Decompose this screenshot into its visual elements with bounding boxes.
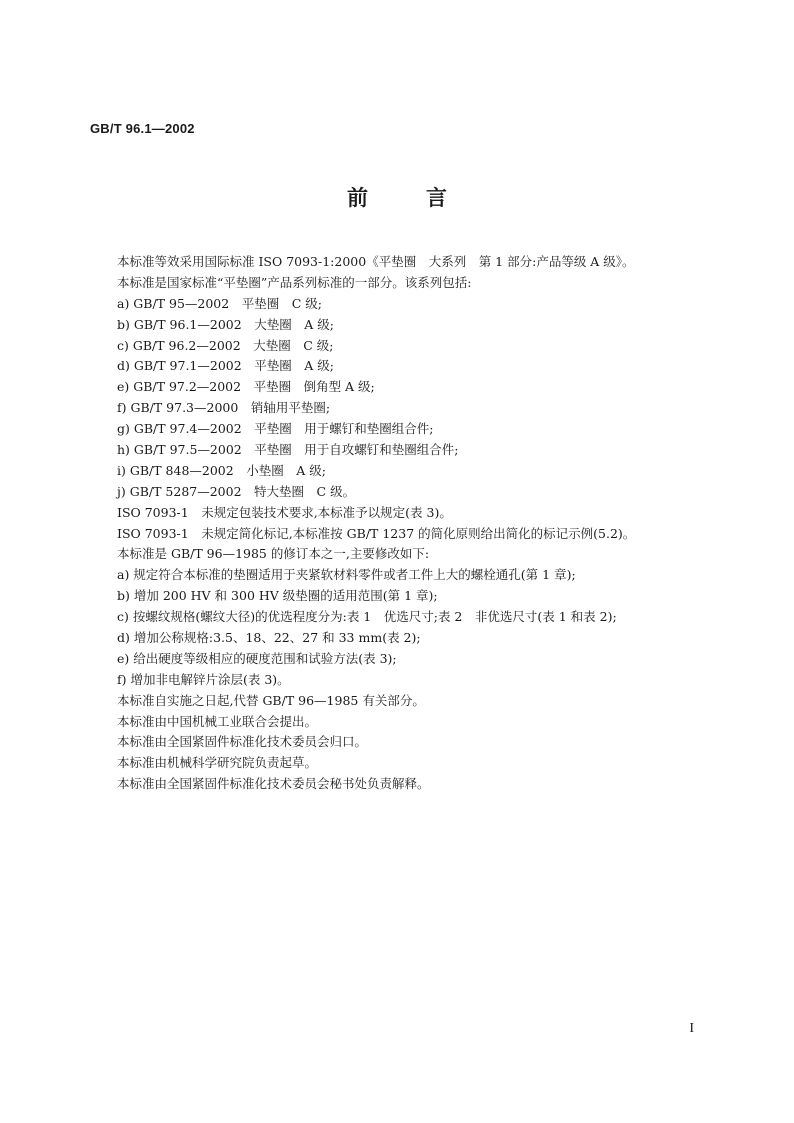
paragraph-line: ISO 7093-1 未规定包装技术要求,本标准予以规定(表 3)。 — [117, 504, 452, 520]
paragraph-line: 本标准由全国紧固件标准化技术委员会秘书处负责解释。 — [117, 776, 430, 792]
paragraph-line: ISO 7093-1 未规定简化标记,本标准按 GB/T 1237 的简化原则给出简化的标记示例(5.2)。 — [117, 525, 636, 541]
paragraph-line: 本标准等效采用国际标准 ISO 7093-1:2000《平垫圈 大系列 第 1 部分:产品等级 A 级》。 — [117, 254, 635, 269]
list-item: d) 增加公称规格:3.5、18、22、27 和 33 mm(表 2); — [117, 630, 421, 646]
page-title: 前言 — [347, 186, 505, 210]
list-item: g) GB/T 97.4—2002 平垫圈 用于螺钉和垫圈组合件; — [117, 421, 434, 437]
foreword-body — [117, 252, 717, 795]
standard-code-header: GB/T 96.1—2002 — [90, 121, 195, 136]
paragraph-line: 本标准由中国机械工业联合会提出。 — [117, 713, 318, 729]
paragraph-line: 本标准是国家标准“平垫圈”产品系列标准的一部分。该系列包括: — [117, 274, 472, 290]
list-item: d) GB/T 97.1—2002 平垫圈 A 级; — [117, 358, 334, 374]
paragraph-line: 本标准由全国紧固件标准化技术委员会归口。 — [117, 734, 368, 750]
list-item: a) 规定符合本标准的垫圈适用于夹紧软材料零件或者工件上大的螺栓通孔(第 1 章); — [117, 567, 576, 583]
list-item: b) GB/T 96.1—2002 大垫圈 A 级; — [117, 316, 334, 332]
list-item: e) 给出硬度等级相应的硬度范围和试验方法(表 3); — [117, 650, 397, 666]
list-item: a) GB/T 95—2002 平垫圈 C 级; — [117, 295, 322, 311]
paragraph-line: 本标准是 GB/T 96—1985 的修订本之一,主要修改如下: — [117, 546, 430, 562]
list-item: f) GB/T 97.3—2000 销轴用平垫圈; — [117, 400, 331, 416]
list-item: c) GB/T 96.2—2002 大垫圈 C 级; — [117, 337, 334, 353]
list-item: i) GB/T 848—2002 小垫圈 A 级; — [117, 462, 326, 478]
list-item: c) 按螺纹规格(螺纹大径)的优选程度分为:表 1 优选尺寸;表 2 非优选尺寸(表 1 和表 2); — [117, 609, 617, 625]
list-item: b) 增加 200 HV 和 300 HV 级垫圈的适用范围(第 1 章); — [117, 588, 438, 604]
list-item: j) GB/T 5287—2002 特大垫圈 C 级。 — [117, 483, 356, 499]
page-number: I — [689, 1021, 694, 1036]
paragraph-line: 本标准由机械科学研究院负责起草。 — [117, 755, 318, 771]
list-item: h) GB/T 97.5—2002 平垫圈 用于自攻螺钉和垫圈组合件; — [117, 442, 459, 458]
list-item: e) GB/T 97.2—2002 平垫圈 倒角型 A 级; — [117, 379, 375, 395]
paragraph-line: 本标准自实施之日起,代替 GB/T 96—1985 有关部分。 — [117, 692, 425, 708]
list-item: f) 增加非电解锌片涂层(表 3)。 — [117, 671, 290, 687]
